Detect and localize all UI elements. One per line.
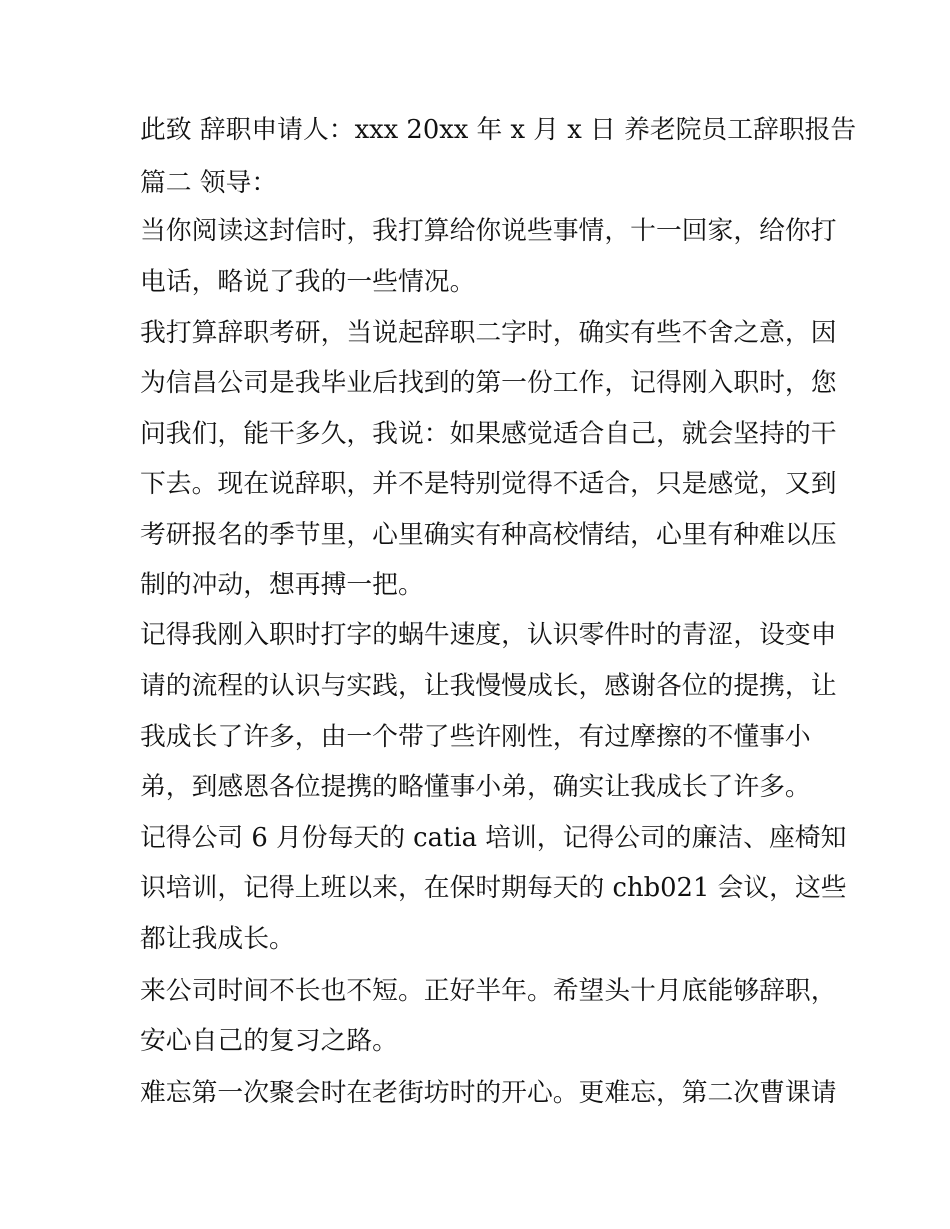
text-line: 制的冲动，想再搏一把。 (140, 570, 424, 600)
text-line: 考研报名的季节里，心里确实有种高校情结，心里有种难以压 (140, 520, 837, 550)
text-line: 记得公司 6 月份每天的 catia 培训，记得公司的廉洁、座椅知 (140, 823, 847, 853)
text-line: 问我们，能干多久，我说：如果感觉适合自己，就会坚持的干 (140, 419, 837, 449)
text-line: 识培训，记得上班以来，在保时期每天的 chb021 会议，这些 (140, 873, 847, 903)
text-line: 我成长了许多，由一个带了些许刚性，有过摩擦的不懂事小 (140, 722, 811, 752)
text-line: 请的流程的认识与实践，让我慢慢成长，感谢各位的提携，让 (140, 671, 837, 701)
text-line: 篇二 领导： (140, 168, 278, 198)
text-line: 下去。现在说辞职，并不是特别觉得不适合，只是感觉，又到 (140, 469, 837, 499)
text-line: 来公司时间不长也不短。正好半年。希望头十月底能够辞职， (140, 976, 837, 1006)
text-line: 记得我刚入职时打字的蜗牛速度，认识零件时的青涩，设变申 (140, 620, 837, 650)
text-line: 我打算辞职考研，当说起辞职二字时，确实有些不舍之意，因 (140, 318, 837, 348)
text-line: 电话，略说了我的一些情况。 (140, 267, 476, 297)
text-line: 此致 辞职申请人：xxx 20xx 年 x 月 x 日 养老院员工辞职报告 (140, 115, 857, 145)
text-line: 难忘第一次聚会时在老街坊时的开心。更难忘，第二次曹课请 (140, 1078, 837, 1108)
text-line: 都让我成长。 (140, 924, 295, 954)
text-line: 安心自己的复习之路。 (140, 1026, 398, 1056)
text-line: 为信昌公司是我毕业后找到的第一份工作，记得刚入职时，您 (140, 368, 837, 398)
text-line: 弟，到感恩各位提携的略懂事小弟，确实让我成长了许多。 (140, 772, 811, 802)
text-line: 当你阅读这封信时，我打算给你说些事情，十一回家，给你打 (140, 216, 837, 246)
